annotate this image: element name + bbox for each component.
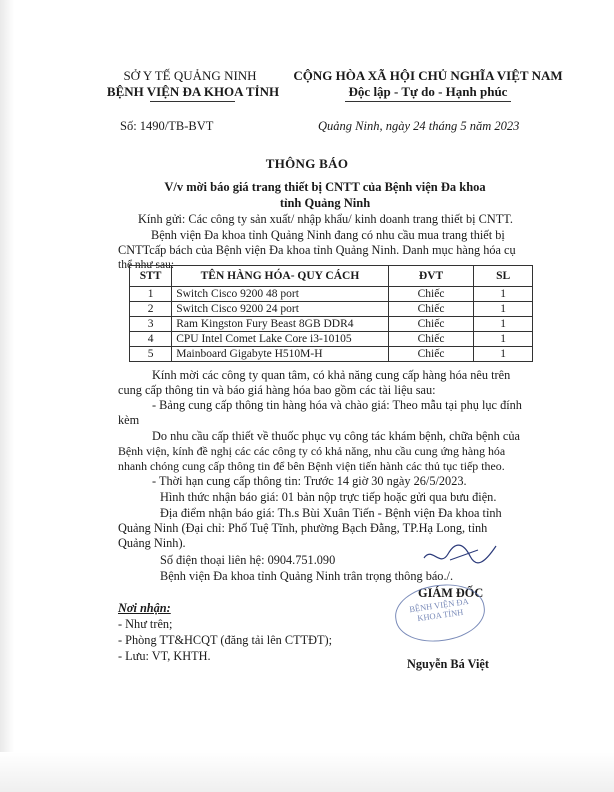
- table-row: [130, 347, 533, 362]
- document-title: THÔNG BÁO: [265, 156, 349, 171]
- header-item-name: TÊN HÀNG HÓA- QUY CÁCH: [172, 266, 388, 287]
- body-p3-line3: nhanh chóng cung cấp thông tin để bên Bệnh viện tiến hành các thủ tục tiếp theo.: [118, 459, 505, 473]
- intro-line-3: thể như sau:: [118, 259, 175, 271]
- cell-unit: Chiếc: [388, 287, 474, 302]
- cell-quantity: 1: [474, 317, 533, 332]
- cell-unit: Chiếc: [388, 332, 474, 347]
- intro-line-1: Bệnh viện Đa khoa tỉnh Quảng Ninh đang có nhu cầu mua trang thiết bị: [151, 228, 505, 242]
- cell-quantity: 1: [474, 332, 533, 347]
- header-stt: STT: [130, 266, 172, 287]
- body-closing: Bệnh viện Đa khoa tỉnh Quảng Ninh trân trọng thông báo./.: [160, 569, 454, 583]
- recipient-item: - Phòng TT&HCQT (đăng tải lên CTTĐT);: [118, 633, 333, 647]
- scan-shadow-left: [0, 0, 14, 792]
- cell-item-name: Switch Cisco 9200 48 port: [172, 287, 388, 302]
- body-p2-line1: - Bảng cung cấp thông tin hàng hóa và chào giá: Theo mẫu tại phụ lục đính: [152, 398, 522, 412]
- goods-table: [129, 265, 533, 362]
- official-stamp: [392, 579, 489, 647]
- body-deadline: - Thời hạn cung cấp thông tin: Trước 14 giờ 30 ngày 26/5/2023.: [152, 474, 467, 488]
- table-row: [130, 287, 533, 302]
- table-row: [130, 317, 533, 332]
- cell-stt: 3: [130, 317, 172, 332]
- cell-stt: 4: [130, 332, 172, 347]
- stamp-text: BỆNH VIỆN ĐA KHOA TỈNH: [408, 595, 470, 624]
- document-number: Số: 1490/TB-BVT: [120, 119, 214, 133]
- body-address-line3: Quảng Ninh).: [118, 536, 186, 550]
- national-title: CỘNG HÒA XÃ HỘI CHỦ NGHĨA VIỆT NAM: [293, 68, 563, 83]
- header-quantity: SL: [474, 266, 533, 287]
- header-unit: ĐVT: [388, 266, 474, 287]
- body-p1-line2: cung cấp thông tin và báo giá hàng hóa bao gồm các tài liệu sau:: [118, 383, 436, 397]
- body-submission-method: Hình thức nhận báo giá: 01 bản nộp trực tiếp hoặc gửi qua bưu điện.: [160, 490, 497, 504]
- body-p3-line1: Do nhu cầu cấp thiết về thuốc phục vụ công tác khám bệnh, chữa bệnh của: [152, 429, 520, 443]
- cell-unit: Chiếc: [388, 302, 474, 317]
- cell-item-name: Mainboard Gigabyte H510M-H: [172, 347, 388, 362]
- recipient-item: - Như trên;: [118, 617, 173, 631]
- cell-unit: Chiếc: [388, 317, 474, 332]
- body-address-line2: Quảng Ninh (Đại chỉ: Phố Tuệ Tĩnh, phường Bạch Đằng, TP.Hạ Long, tỉnh: [118, 521, 488, 535]
- recipients-label: Nơi nhận:: [118, 601, 171, 615]
- cell-stt: 5: [130, 347, 172, 362]
- cell-quantity: 1: [474, 287, 533, 302]
- national-motto: Độc lập - Tự do - Hạnh phúc: [348, 84, 508, 99]
- signature-scribble-icon: [420, 538, 500, 574]
- cell-stt: 1: [130, 287, 172, 302]
- cell-item-name: CPU Intel Comet Lake Core i3-10105: [172, 332, 388, 347]
- recipient-item: - Lưu: VT, KHTH.: [118, 649, 211, 663]
- cell-item-name: Switch Cisco 9200 24 port: [172, 302, 388, 317]
- cell-stt: 2: [130, 302, 172, 317]
- document-subtitle: V/v mời báo giá trang thiết bị CNTT của Bệnh viện Đa khoa tỉnh Quảng Ninh: [164, 180, 486, 210]
- header-underline-left: [150, 101, 235, 102]
- body-phone: Số điện thoại liên hệ: 0904.751.090: [160, 553, 336, 567]
- issuing-organization: BỆNH VIỆN ĐA KHOA TỈNH: [106, 84, 280, 99]
- body-address-line1: Địa điểm nhận báo giá: Th.s Bùi Xuân Tiến - Bệnh viện Đa khoa tỉnh: [160, 506, 502, 520]
- issuing-authority: SỞ Y TẾ QUẢNG NINH: [123, 68, 257, 83]
- cell-unit: Chiếc: [388, 347, 474, 362]
- intro-line-2: CNTTcấp bách của Bệnh viện Đa khoa tỉnh Quảng Ninh. Danh mục hàng hóa cụ: [118, 243, 516, 257]
- body-p3-line2: Bệnh viện, kính đề nghị các các công ty có khả năng, nhu cầu cung ứng hàng hóa: [118, 444, 506, 458]
- body-p2-line2: kèm: [118, 413, 140, 427]
- signer-title: GIÁM ĐỐC: [418, 586, 484, 600]
- cell-quantity: 1: [474, 347, 533, 362]
- table-row: [130, 302, 533, 317]
- greeting: Kính gửi: Các công ty sản xuất/ nhập khẩu/ kinh doanh trang thiết bị CNTT.: [138, 212, 513, 226]
- body-p1-line1: Kính mời các công ty quan tâm, có khả năng cung cấp hàng hóa nêu trên: [152, 368, 511, 382]
- table-row: [130, 332, 533, 347]
- signer-name: Nguyễn Bá Việt: [407, 657, 489, 671]
- scan-shadow-bottom: [0, 752, 614, 792]
- cell-item-name: Ram Kingston Fury Beast 8GB DDR4: [172, 317, 388, 332]
- place-date: Quảng Ninh, ngày 24 tháng 5 năm 2023: [318, 119, 520, 133]
- table-header-row: [130, 266, 533, 287]
- header-underline-right: [345, 101, 511, 102]
- cell-quantity: 1: [474, 302, 533, 317]
